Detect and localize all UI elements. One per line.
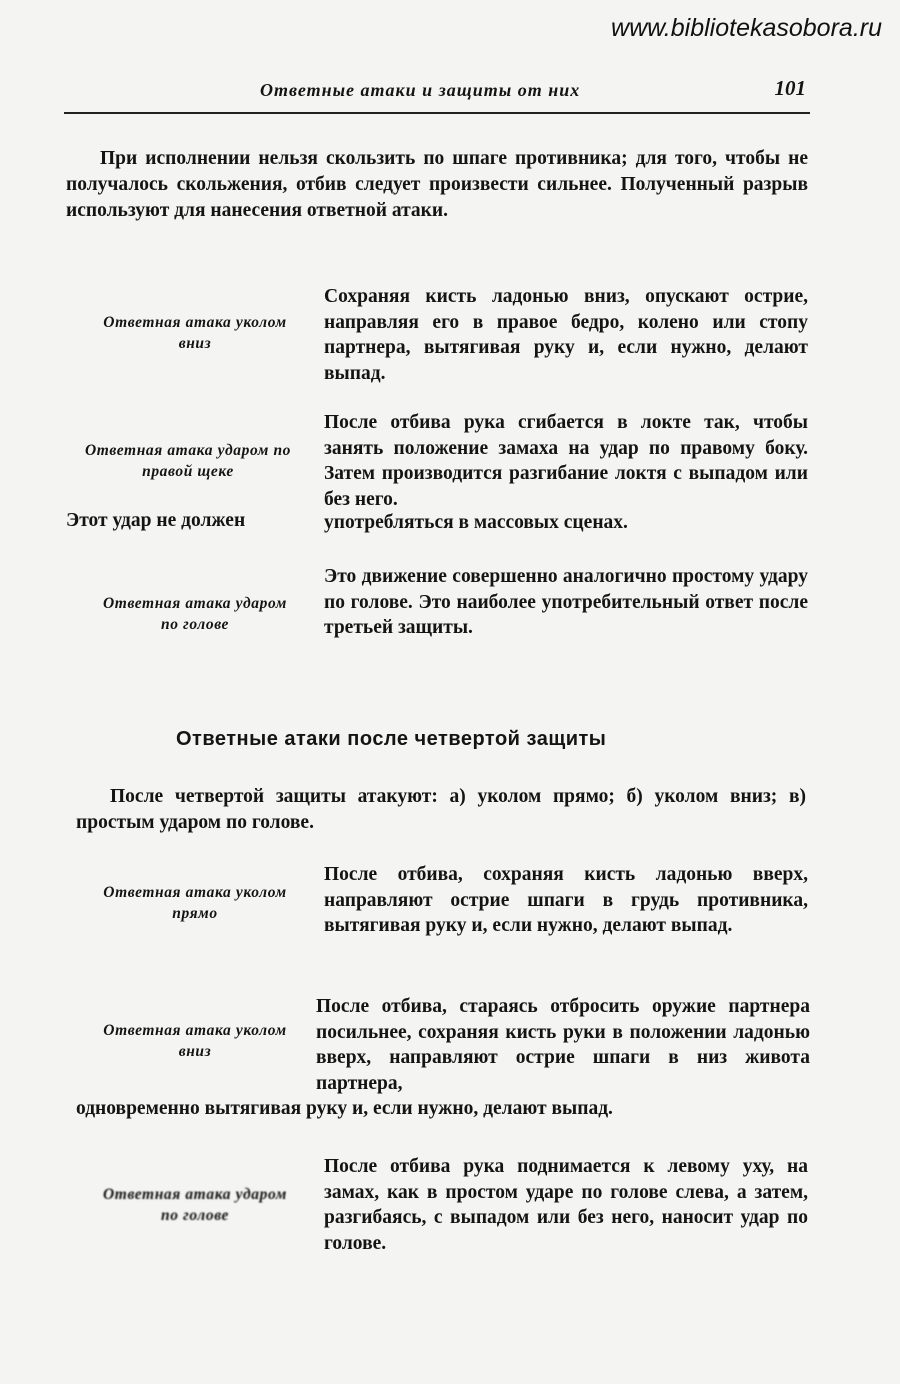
continuation-full-line: одновременно вытягивая руку и, если нужно, делают выпад. [76, 1098, 613, 1119]
running-title: Ответные атаки и защиты от них [260, 80, 581, 100]
intro-paragraph: При исполнении нельзя скользить по шпаге противника; для того, чтобы не получалось скольжения, отбив следует произвести сильнее. Полученный разрыв используют для нанесения ответной атаки. [66, 148, 808, 221]
text-counter-cut-head-2: После отбива рука поднимается к левому уху, на замах, как в простом ударе по голове слева, а затем, разгибаясь, с выпадом или без него, наносит удар по голове. [324, 1156, 808, 1254]
margin-label-counter-cut-head: Ответная атака ударом по голове [103, 595, 287, 633]
margin-label-counter-cut-right-cheek: Ответная атака ударом по правой щеке [84, 442, 292, 480]
margin-label-counter-thrust-down: Ответная атака уколом вниз [103, 314, 287, 352]
text-counter-cut-right-cheek: После отбива рука сгибается в локте так, чтобы занять положение замаха на удар по правому боку. Затем производится разгибание локтя с выпадом или без него. [324, 412, 808, 510]
running-header [64, 78, 810, 114]
section-heading: Ответные атаки после четвертой защиты [176, 728, 607, 750]
text-counter-thrust-down-2: После отбива, стараясь отбросить оружие партнера посильнее, сохраняя кисть руки в положении ладонью вверх, направляют острие шпаги в низ живота партнера, [316, 996, 810, 1094]
site-watermark: www.bibliotekasobora.ru [611, 14, 882, 42]
margin-label-counter-cut-head-2: Ответная атака ударом по голове [103, 1186, 287, 1224]
margin-label-counter-thrust-down-2: Ответная атака уколом вниз [103, 1022, 287, 1060]
continuation-right: употребляться в массовых сценах. [324, 512, 628, 533]
text-counter-thrust-straight: После отбива, сохраняя кисть ладонью вверх, направляют острие шпаги в грудь противника, вытягивая руку и, если нужно, делают выпад. [324, 864, 808, 936]
page-number: 101 [774, 76, 806, 100]
text-counter-cut-head: Это движение совершенно аналогично простому удару по голове. Это наиболее употребительный ответ после третьей защиты. [324, 566, 808, 638]
section2-intro: После четвертой защиты атакуют: а) уколом прямо; б) уколом вниз; в) простым ударом по голове. [76, 786, 806, 833]
continuation-left: Этот удар не должен [66, 510, 246, 531]
margin-label-counter-thrust-straight: Ответная атака уколом прямо [103, 884, 287, 922]
text-counter-thrust-down: Сохраняя кисть ладонью вниз, опускают острие, направляя его в правое бедро, колено или стопу партнера, вытягивая руку и, если нужно, делают выпад. [324, 286, 808, 384]
